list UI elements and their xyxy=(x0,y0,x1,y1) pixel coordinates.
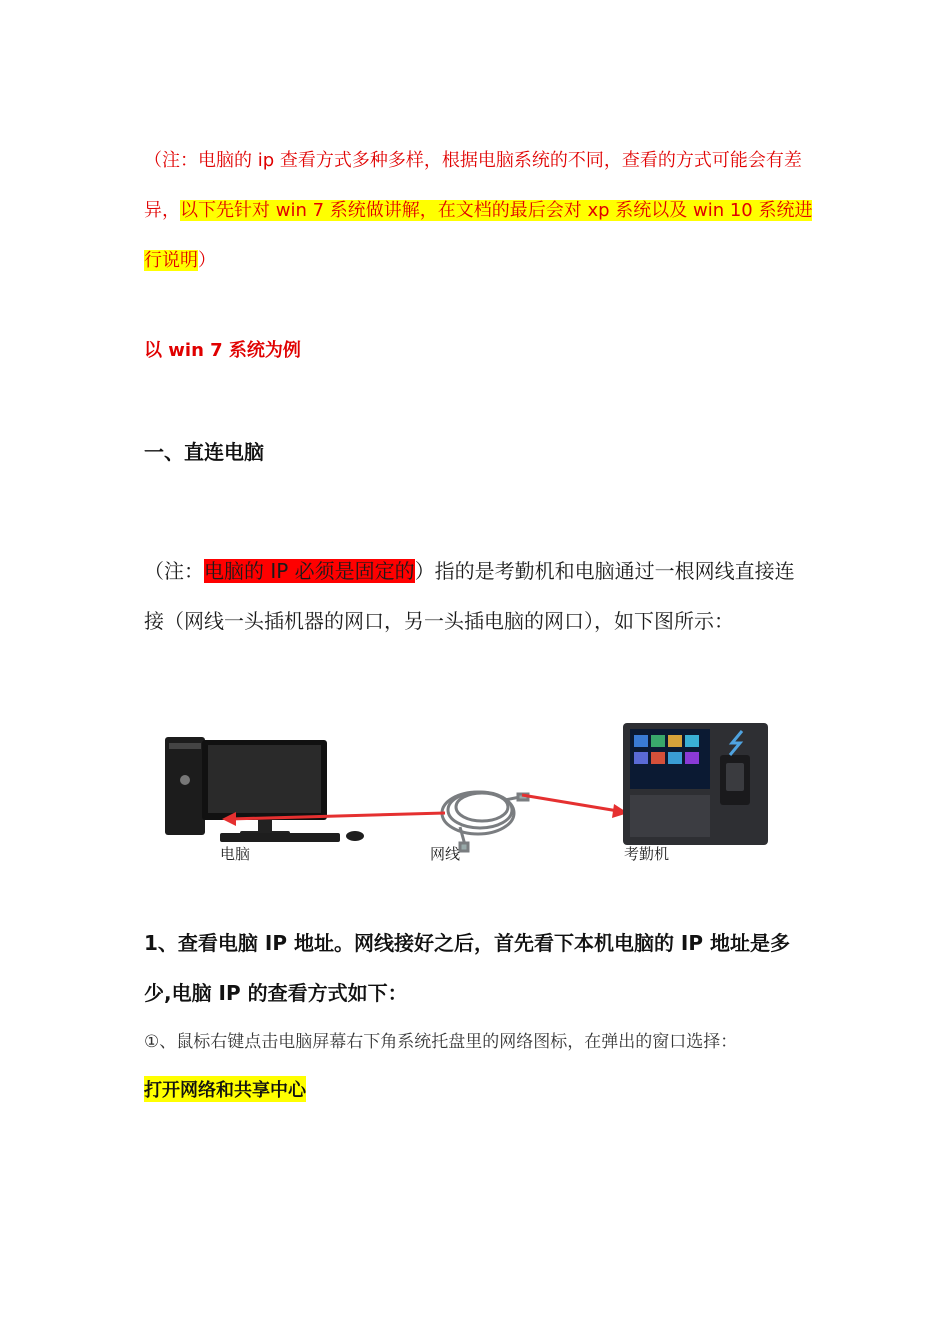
note-highlight: 以下先针对 win 7 系统做讲解，在文档的最后会对 xp 系统以及 win 10 系统进行说明 xyxy=(144,200,813,271)
para-prefix: （注： xyxy=(144,559,204,583)
step1-instruction: ①、鼠标右键点击电脑屏幕右下角系统托盘里的网络图标，在弹出的窗口选择： xyxy=(144,1032,738,1052)
figure-label-computer: 电脑 xyxy=(220,845,251,863)
step1-action: 打开网络和共享中心 xyxy=(144,1076,306,1102)
attendance-device-illustration xyxy=(623,723,768,845)
note-part3: ） xyxy=(198,250,216,271)
step1-title: 1、查看电脑 IP 地址。网线接好之后，首先看下本机电脑的 IP 地址是多少,电脑 IP 的查看方式如下： xyxy=(144,931,790,1005)
note-win-systems xyxy=(144,136,814,286)
example-title: 以 win 7 系统为例 xyxy=(144,340,301,361)
note-part1: （注：电脑的 ip 查看方式多种多样，根据电脑系统的不同，查看的方式可能会有差异， xyxy=(144,150,802,221)
para-highlight: 电脑的 IP 必须是固定的 xyxy=(204,559,415,583)
direct-connect-paragraph xyxy=(144,546,814,646)
para-rest: ）指的是考勤机和电脑通过一根网线直接连接（网线一头插机器的网口，另一头插电脑的网口），如下图所示： xyxy=(144,559,795,633)
connection-diagram xyxy=(160,700,780,870)
figure-label-cable: 网线 xyxy=(430,845,461,863)
figure-label-device: 考勤机 xyxy=(624,845,670,863)
computer-illustration xyxy=(165,737,364,842)
section-heading: 一、直连电脑 xyxy=(144,440,264,464)
